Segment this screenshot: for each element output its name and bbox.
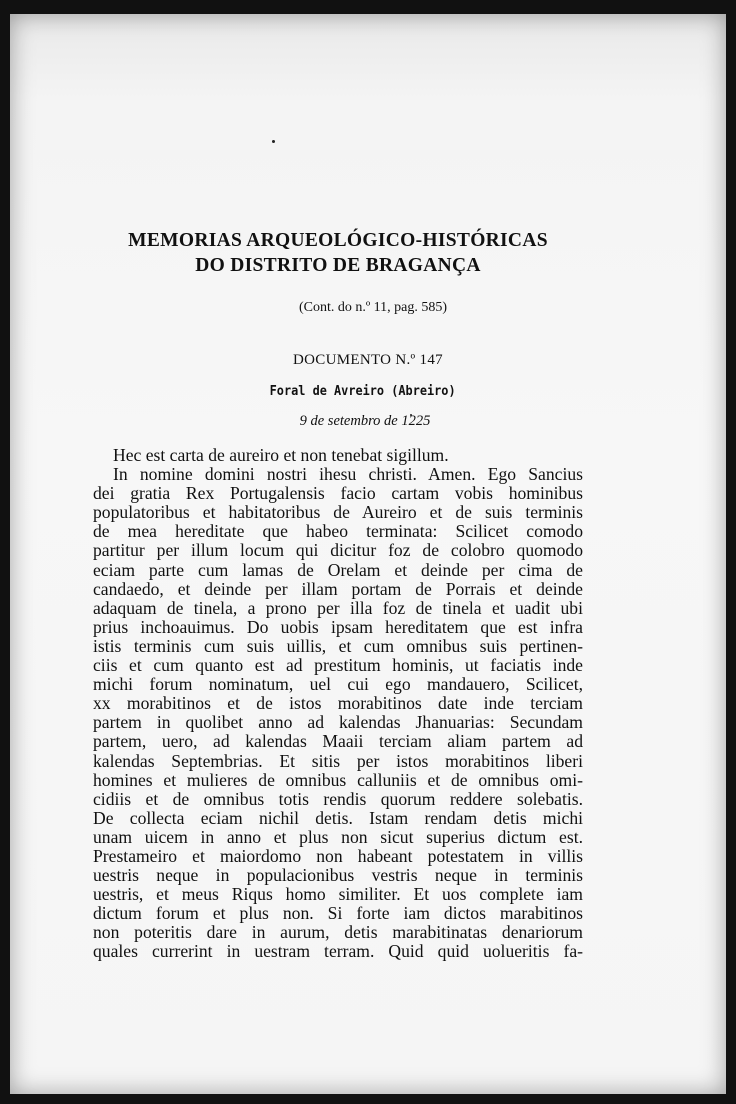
article-title-line-2: DO DISTRITO DE BRAGANÇA — [195, 255, 481, 276]
charter-body-text — [93, 446, 583, 962]
text-line: Prestameiro et maiordomo non habeant potestatem in villis — [93, 845, 583, 866]
text-line: non poteritis dare in aurum, detis marabitinatas denariorum — [93, 922, 583, 943]
scan-speck — [272, 140, 275, 143]
continuation-note: (Cont. do n.º 11, pag. 585) — [298, 300, 448, 315]
text-line: istis terminis cum suis uillis, et cum omnibus suis pertinen- — [93, 635, 583, 656]
text-line: uestris, et meus Riqus homo similiter. Et uos complete iam — [93, 884, 583, 905]
text-line: partem in quolibet anno ad kalendas Jhanuarias: Secundam — [93, 712, 583, 733]
text-line: quales currerint in uestram terram. Quid quid uolueritis fa- — [93, 941, 583, 962]
text-line: Hec est carta de aureiro et non tenebat sigillum. — [113, 445, 449, 465]
text-line: xx morabitinos et de istos morabitinos date inde terciam — [93, 693, 583, 714]
text-line: michi forum nominatum, uel cui ego mandauero, Scilicet, — [93, 674, 583, 695]
text-line: dictum forum et plus non. Si forte iam dictos marabitinos — [93, 903, 583, 924]
text-line: partem, uero, ad kalendas Maaii terciam aliam partem ad — [93, 731, 583, 752]
text-line: unam uicem in anno et plus non sicut superius dictum est. — [93, 826, 583, 847]
text-line: populatoribus et habitatoribus de Aureiro et de suis terminis — [93, 502, 583, 523]
article-title-line-1: MEMORIAS ARQUEOLÓGICO-HISTÓRICAS — [128, 230, 548, 251]
text-line: uestris neque in populacionibus vestris neque in terminis — [93, 865, 583, 886]
text-line: In nomine domini nostri ihesu christi. Amen. Ego Sancius — [113, 464, 583, 485]
charter-date: 9 de setembro de 1225 — [299, 413, 431, 429]
text-line: De collecta eciam nichil detis. Istam rendam detis michi — [93, 807, 583, 828]
text-line: dei gratia Rex Portugalensis facio cartam vobis hominibus — [93, 483, 583, 504]
text-line: prius inchoauimus. Do uobis ipsam hereditatem que est infra — [93, 616, 583, 637]
text-line: de mea hereditate que habeo terminata: Scilicet comodo — [93, 521, 583, 542]
article-content — [93, 228, 583, 962]
charter-title: Foral de Avreiro (Abreiro) — [269, 383, 456, 399]
text-line: ciis et cum quanto est ad prestitum hominis, ut faciatis inde — [93, 655, 583, 676]
text-line: adaquam de tinela, a prono per illa foz de tinela et uadit ubi — [93, 597, 583, 618]
text-line: kalendas Septembrias. Et sitis per istos morabitinos liberi — [93, 750, 583, 771]
text-line: eciam parte cum lamas de Orelam et deinde per cima de — [93, 559, 583, 580]
text-line: candaedo, et deinde per illam portam de Porrais et deinde — [93, 578, 583, 599]
text-line: partitur per illum locum qui dicitur foz de colobro quomodo — [93, 540, 583, 561]
text-line: homines et mulieres de omnibus calluniis et de omnibus omi- — [93, 769, 583, 790]
document-number: DOCUMENTO N.º 147 — [293, 352, 443, 368]
text-line: cidiis et de omnibus totis rendis quorum reddere solebatis. — [93, 788, 583, 809]
